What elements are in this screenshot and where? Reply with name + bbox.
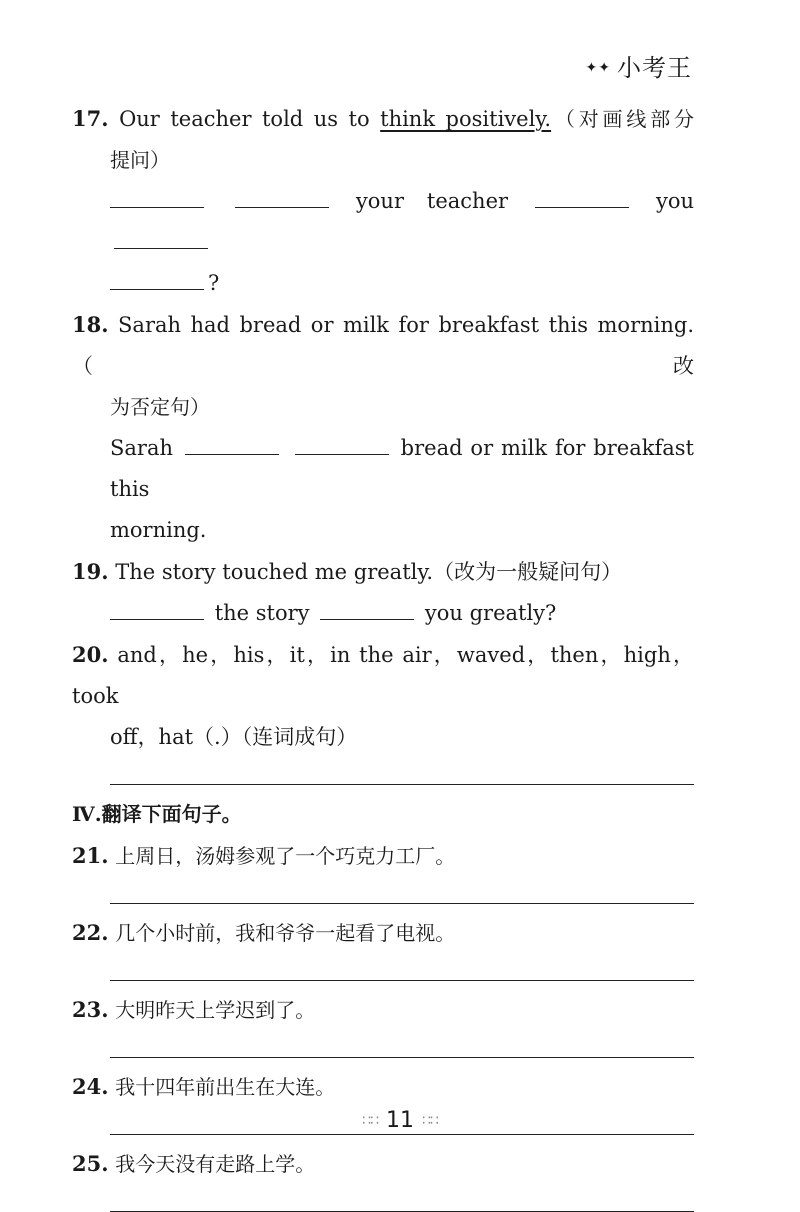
answer-blank[interactable]	[295, 436, 389, 455]
page-number: 11	[386, 1108, 414, 1133]
instruction: 提问）	[110, 148, 170, 172]
page-footer	[0, 1108, 800, 1133]
question-17-line2	[72, 140, 694, 181]
answer-text: morning.	[110, 518, 207, 542]
answer-blank[interactable]	[110, 271, 204, 290]
section-heading	[72, 793, 694, 835]
translation-22	[72, 912, 694, 954]
brand-logo	[586, 48, 692, 83]
answer-blank[interactable]	[114, 230, 208, 249]
question-number: 23.	[72, 997, 109, 1022]
question-number: 17.	[72, 106, 109, 131]
translation-25	[72, 1143, 694, 1185]
question-text: Our teacher told us to	[119, 107, 381, 131]
question-17-answer-line2	[72, 263, 694, 304]
answer-text: ?	[208, 271, 220, 295]
question-number: 20.	[72, 642, 109, 667]
underlined-phrase: think positively.	[380, 107, 552, 131]
answer-blank[interactable]	[110, 601, 204, 620]
question-number: 22.	[72, 920, 109, 945]
question-number: 18.	[72, 312, 109, 337]
answer-blank[interactable]	[110, 189, 204, 208]
answer-blank[interactable]	[535, 189, 629, 208]
section-title: 翻译下面句子。	[101, 802, 242, 826]
question-text: 几个小时前，我和爷爷一起看了电视。	[115, 921, 456, 945]
instruction: （对画线部分	[551, 107, 695, 131]
question-number: 25.	[72, 1151, 109, 1176]
translation-23	[72, 989, 694, 1031]
question-text: 大明昨天上学迟到了。	[115, 998, 316, 1022]
answer-text: the story	[214, 601, 310, 625]
question-20-line1	[72, 634, 694, 717]
answer-blank[interactable]	[185, 436, 279, 455]
answer-text: Sarah	[110, 436, 173, 460]
answer-text: you greatly?	[424, 601, 557, 625]
answer-text: your teacher	[355, 189, 509, 213]
question-text: Sarah had bread or milk for breakfast this morning.（改	[72, 313, 694, 378]
question-number: 21.	[72, 843, 109, 868]
answer-blank[interactable]	[235, 189, 329, 208]
question-17-answer-line1	[72, 181, 694, 263]
answer-text: bread or milk for breakfast this	[110, 436, 694, 501]
question-19-answer-line	[72, 593, 694, 634]
instruction: 为否定句）	[110, 395, 210, 419]
answer-text: you	[655, 189, 695, 213]
question-text: 我十四年前出生在大连。	[115, 1075, 336, 1099]
question-18-answer-line2	[72, 510, 694, 551]
sparkle-icon: ✦✦	[585, 60, 611, 76]
question-18-answer-line1	[72, 428, 694, 510]
question-text: off，hat（.）（连词成句）	[110, 725, 358, 749]
answer-blank[interactable]	[320, 601, 414, 620]
question-text: 上周日，汤姆参观了一个巧克力工厂。	[115, 844, 456, 868]
question-18-line1	[72, 304, 694, 387]
section-number: Ⅳ.	[72, 802, 102, 826]
worksheet-content	[72, 98, 694, 1212]
brand-name: 小考王	[617, 54, 692, 82]
translation-24	[72, 1066, 694, 1108]
question-number: 24.	[72, 1074, 109, 1099]
question-number: 19.	[72, 559, 109, 584]
question-text: The story touched me greatly.（改为一般疑问句）	[115, 560, 623, 584]
question-20-line2	[72, 717, 694, 758]
question-text: 我今天没有走路上学。	[115, 1152, 316, 1176]
question-19-line1	[72, 551, 694, 593]
question-text: and，he，his，it，in the air，waved，then，high，took	[72, 643, 694, 708]
dots-ornament-left: ∷∷	[362, 1113, 378, 1129]
question-18-line2	[72, 387, 694, 428]
translation-21	[72, 835, 694, 877]
question-17-line1	[72, 98, 694, 140]
dots-ornament-right: ∷∷	[422, 1113, 438, 1129]
